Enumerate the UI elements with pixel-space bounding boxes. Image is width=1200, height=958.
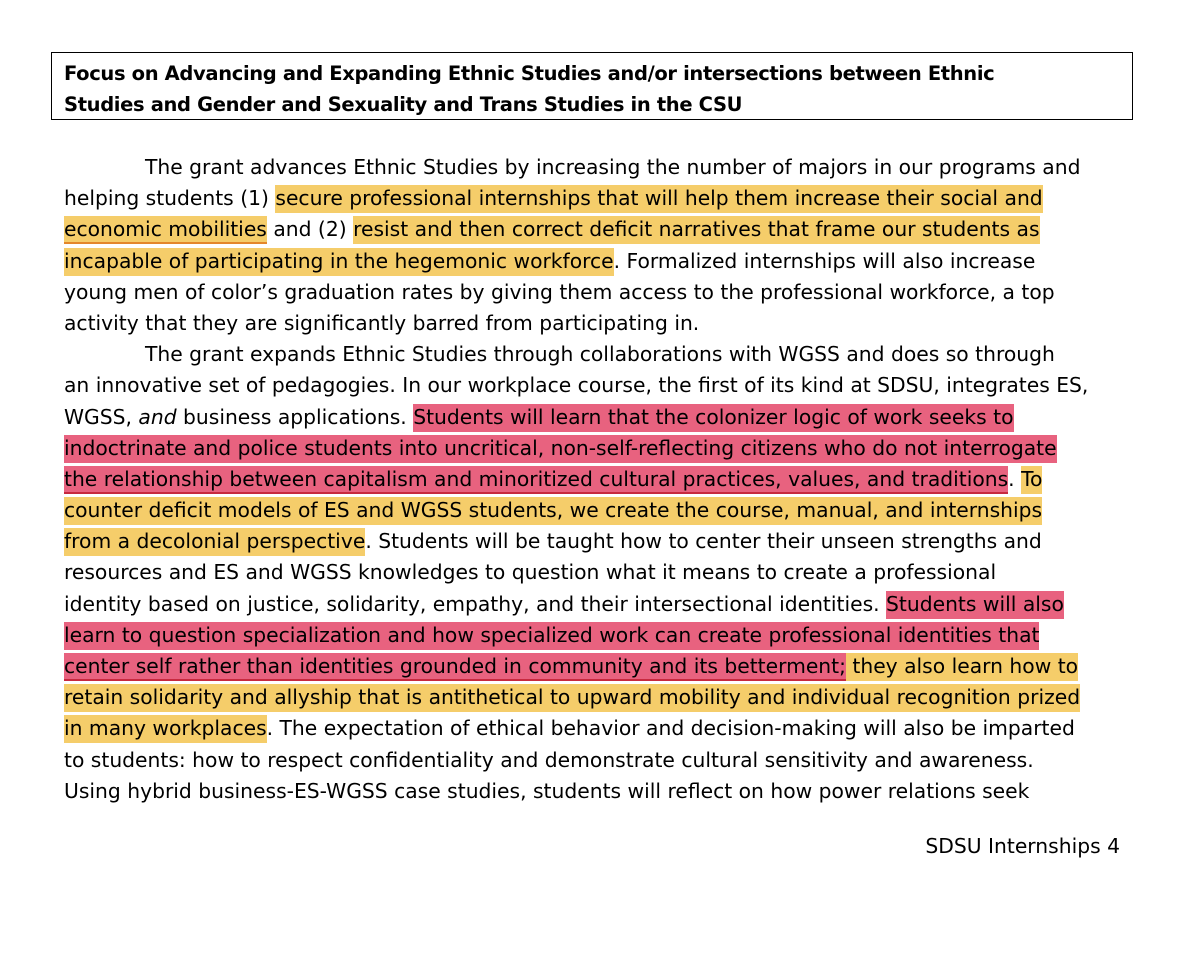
text-run: The grant advances Ethnic Studies by increasing the number of majors in our programs and — [145, 155, 1081, 179]
text-run: Using hybrid business-ES-WGSS case studies, students will reflect on how power relations seek — [64, 778, 1030, 803]
page-footer: SDSU Internships 4 — [925, 834, 1120, 858]
text-run: business applications. — [176, 404, 414, 429]
highlight-yellow: incapable of participating in the hegemonic workforce — [64, 248, 614, 276]
text-run: young men of color’s graduation rates by giving them access to the professional workforce, a top — [64, 279, 1055, 304]
text-line — [64, 620, 1124, 651]
text-line — [64, 183, 1124, 214]
highlight-pink: Students will learn that the colonizer logic of work seeks to — [413, 404, 1013, 432]
text-line — [64, 152, 1124, 183]
text-line — [64, 246, 1124, 277]
text-run: . Formalized internships will also increase — [613, 248, 1036, 273]
text-line — [64, 776, 1124, 807]
text-line — [64, 651, 1124, 682]
heading-line: Studies and Gender and Sexuality and Trans Studies in the CSU — [64, 93, 743, 117]
highlight-yellow: they also learn how to — [846, 653, 1078, 681]
text-line — [64, 370, 1124, 401]
text-line — [64, 495, 1124, 526]
text-run: WGSS, — [64, 404, 139, 429]
highlight-pink: Students will also — [886, 591, 1064, 619]
body-text — [64, 152, 1124, 807]
text-line — [64, 433, 1124, 464]
text-run: an innovative set of pedagogies. In our workplace course, the first of its kind at SDSU, integrates ES, — [64, 373, 1089, 398]
highlight-yellow: resist and then correct deficit narratives that frame our students as — [353, 216, 1039, 244]
text-run: . Students will be taught how to center their unseen strengths and — [365, 529, 1042, 554]
highlight-pink-underlined: center self rather than identities grounded in community and its betterment; — [64, 653, 846, 681]
highlight-yellow: secure professional internships that will help them increase their social and — [275, 185, 1042, 213]
text-line — [64, 339, 1124, 370]
italic-word: and — [138, 404, 177, 429]
highlight-yellow: from a decolonial perspective — [64, 528, 365, 556]
text-line — [64, 589, 1124, 620]
text-run: The grant expands Ethnic Studies through collaborations with WGSS and does so through — [145, 342, 1055, 367]
highlight-yellow: counter deficit models of ES and WGSS students, we create the course, manual, and internships — [64, 497, 1042, 525]
highlight-pink: learn to question specialization and how specialized work can create professional identities that — [64, 622, 1039, 650]
text-line — [64, 308, 1124, 339]
highlight-yellow: in many workplaces — [64, 715, 267, 743]
heading-line: Focus on Advancing and Expanding Ethnic Studies and/or intersections between Ethnic — [64, 62, 995, 85]
highlight-yellow: To — [1021, 466, 1042, 494]
section-heading-box — [51, 52, 1133, 120]
text-line — [64, 557, 1124, 588]
section-heading — [64, 59, 1120, 121]
text-line — [64, 214, 1124, 245]
text-run: identity based on justice, solidarity, empathy, and their intersectional identities. — [64, 591, 887, 616]
text-line — [64, 464, 1124, 495]
text-run: . The expectation of ethical behavior and decision-making will also be imparted — [266, 716, 1075, 741]
highlight-pink-underlined: the relationship between capitalism and minoritized cultural practices, values, and traditions — [64, 466, 1008, 494]
text-line — [64, 682, 1124, 713]
text-run: . — [1008, 466, 1022, 491]
text-line — [64, 745, 1124, 776]
text-run: to students: how to respect confidentiality and demonstrate cultural sensitivity and awareness. — [64, 747, 1034, 772]
text-run: helping students (1) — [64, 186, 276, 211]
highlight-yellow-underlined: economic mobilities — [64, 216, 267, 244]
highlight-yellow: retain solidarity and allyship that is antithetical to upward mobility and individual recognition prized — [64, 684, 1080, 712]
text-line — [64, 402, 1124, 433]
text-run: resources and ES and WGSS knowledges to question what it means to create a professional — [64, 560, 997, 585]
text-run: and (2) — [266, 217, 354, 242]
text-run: activity that they are significantly barred from participating in. — [64, 310, 700, 335]
highlight-pink: indoctrinate and police students into uncritical, non-self-reflecting citizens who do not interrogate — [64, 435, 1057, 463]
text-line — [64, 526, 1124, 557]
text-line — [64, 713, 1124, 744]
text-line — [64, 277, 1124, 308]
